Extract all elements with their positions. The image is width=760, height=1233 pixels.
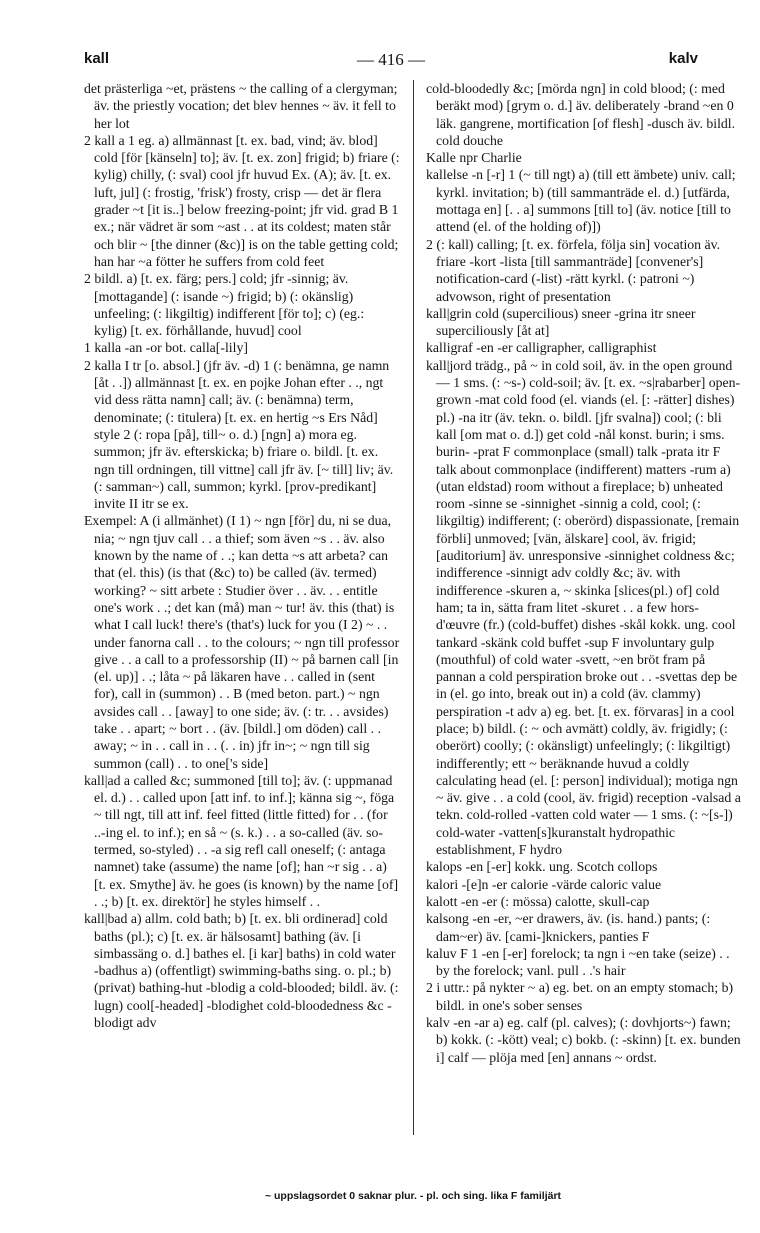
entry: kalv -en -ar a) eg. calf (pl. calves); (: dovhjorts~) fawn; b) kokk. (: -kött) veal; c) bokb. (: -skinn) [t. ex. bunden i] calf — plöja med [en] annans ~ ordst. — [426, 1015, 741, 1065]
entry: kall|ad a called &c; summoned [till to]; äv. (: uppmanad el. d.) . . called upon [att inf. to inf.]; känna sig ~, föga ~ till ngt, till att inf. feel fitted (little fitted) for . . (for ..-ing el. to inf.); en så ~ (s. k.) . . a so-called (äv. so-termed, so-styled) . . -a sig refl call oneself; (: antaga namnet) take (assume) the name [of]; han ~r sig . . a) [t. ex. Smythe] äv. he goes (is known) by the name [of] . .; b) [t. ex. direktör] he styles himself . . — [84, 772, 399, 909]
entry: kalops -en [-er] kokk. ung. Scotch collops — [426, 859, 658, 875]
header-left-guideword: kall — [84, 50, 110, 67]
entry: 2 i uttr.: på nykter ~ a) eg. bet. on an empty stomach; b) bildl. in one's sober senses — [426, 980, 734, 1013]
page-footer-legend: ~ uppslagsordet 0 saknar plur. - pl. och sing. lika F familjärt — [264, 1190, 562, 1202]
right-column — [426, 80, 742, 1066]
entry: kalsong -en -er, ~er drawers, äv. (is. hand.) pants; (: dam~er) äv. [cami-]knickers, panties F — [426, 911, 711, 944]
entry: kaluv F 1 -en [-er] forelock; ta ngn i ~en take (seize) . . by the forelock; vanl. pull . .'s hair — [426, 945, 730, 979]
entry: 2 bildl. a) [t. ex. färg; pers.] cold; jfr -sinnig; äv. [mottagande] (: isande ~) frigid; b) (: okänslig) unfeeling; (: likgiltig) indifferent [för to]; c) (eg.: kylig) [t. ex. förhållande, huvud] cool — [84, 271, 365, 339]
entry: 1 kalla -an -or bot. calla[-lily] — [84, 340, 248, 356]
entry: kalori -[e]n -er calorie -värde caloric value — [426, 876, 662, 892]
entry: kalligraf -en -er calligrapher, calligraphist — [426, 340, 657, 356]
columns — [84, 80, 742, 1160]
entry: kallelse -n [-r] 1 (~ till ngt) a) (till ett ämbete) univ. call; kyrkl. invitation; b) (till sammanträde el. d.) [utfärda, mottaga en] [. . a] summons [till to] (äv. notice [till to attend (el. of the holding of)]) — [426, 167, 736, 235]
entry: Kalle npr Charlie — [426, 150, 522, 166]
header-right-guideword: kalv — [668, 50, 698, 67]
entry: 2 (: kall) calling; [t. ex. förfela, följa sin] vocation äv. friare -kort -lista [till sammanträde] [convener's] notification-card (-list) -rätt kyrkl. (: patroni ~) advowson, right of presentation — [426, 236, 721, 304]
entry: Exempel: A (i allmänhet) (I 1) ~ ngn [för] du, ni se dua, nia; ~ ngn tjuv call . . a thief; som även ~s . . äv. also known by the name of . .; kan detta ~s att arbeta? can that (el. this) (is that (&c) to) be called (äv. termed) working? ~ sitt arbete : Studier över . . äv. . . entitle one's work . .; det kan (må) man ~ tur! äv. this (that) is what I call luck! there's (that's) luck for you (I 2) ~ . . under fanorna call . . to the colours; ~ ngn till professor give . . a call to a professorship (II) ~ på barnen call [in (el. up)] . .; låta ~ på läkaren have . . called in (sent for), call in (summon) . . B (med beton. part.) ~ ngn avsides call . . [away] to one side; äv. (: tr. . . avsides) take . . apart; ~ bort . . (äv. [bildl.] om döden) call . . away; ~ in . . call in . . (. . in) jfr in~; ~ ngn till sig summon (call) . . to one['s side] — [84, 513, 400, 771]
left-column — [84, 80, 400, 1031]
entry: kalott -en -er (: mössa) calotte, skull-cap — [426, 893, 650, 909]
column-divider — [413, 80, 414, 1135]
entry: kall|jord trädg., på ~ in cold soil, äv. in the open ground — 1 sms. (: ~s-) cold-soil; äv. [t. ex. ~s|rabarber] open-grown -mat cold food (el. viands (el. [: -rätter] dishes) pl.) -na itr (äv. tekn. o. bildl. [jfr svalna]) cool; (: bli kall [om mat o. d.]) get cold -nål konst. burin; i sms. burin- -prat F commonplace (small) talk -prata itr F talk about commonplace (indifferent) matters -rum a) (utan eldstad) room without a fireplace; b) unheated room -sinne se -sinnighet -sinnig a cold, cool; (: likgiltig) indifferent; (: oberörd) dispassionate, [remain förbli] unmoved; [vän, älskare] cool, äv. frigid; [auditorium] äv. unresponsive -sinnighet coldness &c; indifference -sinnigt adv coldly &c; äv. with indifference -skuren a, ~ skinka [slices(pl.) of] cold ham; ta in, sätta fram litet -skuret . . a few hors-d'œuvre (fr.) (cold-buffet) dishes -skål kokk. ung. cool tankard -skänk cold buffet -sup F involuntary gulp (mouthful) of cold water -svett, ~en bröt fram på pannan a cold perspiration broke out . . -svettas dep be in (el. go into, break out in) a cold (äv. clammy) perspiration -t adv a) eg. bet. [t. ex. förvaras] in a cool place; b) bildl. (: ~ och avmätt) coldly, äv. frigidly; (: oberört) coolly; (: okänsligt) unfeelingly; (: likgiltigt) indifferently; ett ~ beräknande huvud a coldly calculating head (el. [: person] individual); motiga ngn ~ äv. give . . a cold (cool, äv. frigid) reception -valsad a tekn. cold-rolled -vatten cold water — 1 sms. (: ~[s-]) cold-water -vatten[s]kuranstalt hydropathic establishment, F hydro — [426, 357, 741, 858]
entry: cold-bloodedly &c; [mörda ngn] in cold blood; (: med beräkt mod) [grym o. d.] äv. deliberately -brand ~en 0 läk. gangrene, mortification [of flesh] -dusch äv. bildl. cold douche — [426, 81, 736, 148]
entry: 2 kall a 1 eg. a) allmännast [t. ex. bad, vind; äv. blod] cold [för [känseln] to]; äv. [t. ex. zon] frigid; b) friare (: kylig) chilly, (: sval) cool jfr huvud Ex. (A); äv. [t. ex. luft, jul] (: frostig, 'frisk') frosty, crisp — det är flera grader ~t [it is..] below freezing-point; jfr vid. grad B 1 ex.; när vädret är som ~ast . . at its coldest; maten står och blir ~ [the dinner (&c)] is on the table getting cold; han har ~a fötter he suffers from cold feet — [84, 132, 400, 269]
entry: kall|grin cold (supercilious) sneer -grina itr sneer superciliously [åt at] — [426, 305, 696, 339]
page-header — [84, 50, 698, 72]
entry: kall|bad a) allm. cold bath; b) [t. ex. bli ordinerad] cold baths (pl.); c) [t. ex. är hälsosamt] bathing (äv. [i simbassäng o. d.] bathes el. [i kar] baths) in cold water -badhus a) (offentligt) swimming-baths sing. o. pl.; b) (privat) bathing-hut -blodig a cold-blooded; bildl. äv. (: lugn) cool[-headed] -blodighet cold-bloodedness &c -blodigt adv — [84, 911, 399, 1031]
page-number: — 416 — — [357, 50, 425, 69]
entry: 2 kalla I tr [o. absol.] (jfr äv. -d) 1 (: benämna, ge namn [åt . .]) allmännast [t. ex. en pojke Johan efter . ., ngt vid dess rätta namn] call; äv. (: benämna) term, denominate; (: titulera) [t. ex. en hertig ~s Ers Nåd] style 2 (: ropa [på], till~ o. d.) [ngn] a) mora eg. summon; jfr äv. efterskicka; b) friare o. bildl. [t. ex. ngn till ordningen, till vittne] call jfr äv. [~ till] liv; äv. (: samman~) call, summon; kyrkl. [prov-predikant] invite II itr se ex. — [84, 357, 394, 512]
entry: det prästerliga ~et, prästens ~ the calling of a clergyman; äv. the priestly vocation; det blev hennes ~ äv. it fell to her lot — [84, 81, 398, 131]
